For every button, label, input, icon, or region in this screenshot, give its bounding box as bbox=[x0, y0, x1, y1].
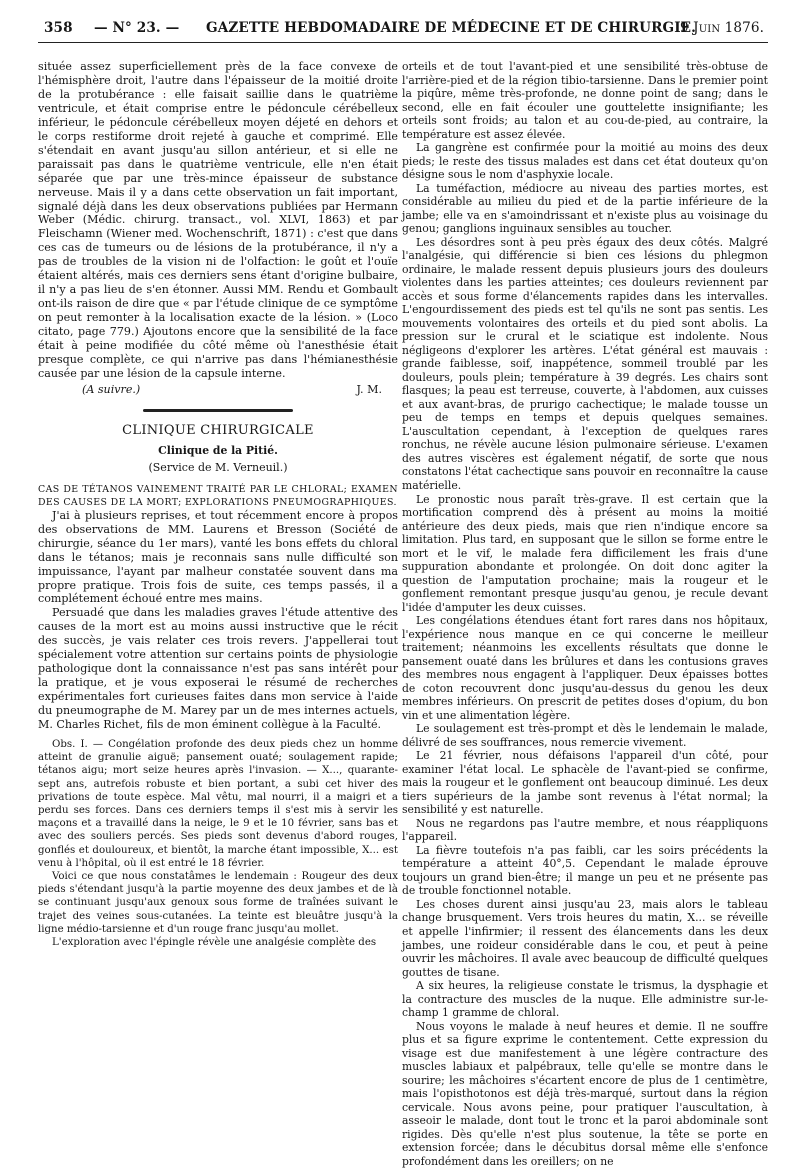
to-be-continued: (A suivre.) bbox=[82, 382, 141, 396]
body-paragraph: Les congélations étendues étant fort rares dans nos hôpitaux, l'expérience nous manque en ce qui concerne le meilleur traitement; néanmoins les excellents résultats que donne le pansement ouaté dans les brûlures et dans les contusions graves des membres nous engagent à l'appliquer. Deux épaisses bottes de coton recouvrent donc jusqu'au-dessus du genou les deux membres inférieurs. On prescrit de petites doses d'opium, du bon vin et une alimentation légère. bbox=[402, 614, 768, 722]
observation-paragraph: Obs. I. — Congélation profonde des deux pieds chez un homme atteint de granulie aiguë; pansement ouaté; soulagement rapide; tétanos aigu; mort seize heures après l'invasion. — X..., quarante-sept ans, autrefois robuste et bien portant, a subi cet hiver des privations de toute espèce. Mal vêtu, mal nourri, il a maigri et a perdu ses forces. Dans ces derniers temps il s'est mis à servir les maçons et a travaillé dans la neige, le 9 et le 10 février, sans bas et avec des souliers percés. Ses pieds sont devenus d'abord rouges, gonflés et douloureux, et bientôt, la marche étant impossible, X... est venu à l'hôpital, où il est entré le 18 février. bbox=[38, 738, 398, 869]
body-paragraph: orteils et de tout l'avant-pied et une sensibilité très-obtuse de l'arrière-pied et de la région tibio-tarsienne. Dans le premier point la piqûre, même très-profonde, ne donne point de sang; dans le second, elle en fait écouler une gouttelette insignifiante; les orteils sont froids; au talon et au cou-de-pied, au contraire, la température est assez élevée. bbox=[402, 60, 768, 141]
body-paragraph: Le soulagement est très-prompt et dès le lendemain le malade, délivré de ses souffrances, nous remercie vivement. bbox=[402, 722, 768, 749]
section-subtitle: Clinique de la Pitié. bbox=[158, 443, 278, 457]
running-header bbox=[38, 16, 768, 43]
body-paragraph: Le 21 février, nous défaisons l'appareil d'un côté, pour examiner l'état local. Le sphacèle de l'avant-pied se confirme, mais la rougeur et le gonflement ont beaucoup diminué. Les deux tiers supérieurs de la jambe sont revenus à l'état normal; la sensibilité y est naturelle. bbox=[402, 749, 768, 817]
author-initials: J. M. bbox=[356, 382, 382, 396]
left-column bbox=[38, 60, 398, 949]
body-paragraph: Les désordres sont à peu près égaux des deux côtés. Malgré l'analgésie, qui différencie si bien ces lésions du phlegmon ordinaire, le malade ressent depuis plusieurs jours des douleurs violentes dans les parties atteintes; ces douleurs reviennent par accès et sous forme d'élancements rapides dans les intervalles. L'engourdissement des pieds est tel qu'ils ne sont pas sentis. Les mouvements volontaires des orteils et du pied sont abolis. La pression sur le crural et le sciatique est indolente. Nous négligeons d'explorer les artères. L'état général est mauvais : grande faiblesse, soif, inappétence, sommeil troublé par les douleurs, pouls plein; température à 39 degrés. Les chairs sont flasques; la peau est terreuse, couverte, à l'abdomen, aux cuisses et aux avant-bras, de prurigo cachectique; le malade tousse un peu de temps en temps et depuis quelques semaines. L'auscultation cependant, à l'exception de quelques rares ronchus, ne révèle aucune lésion pulmonaire sérieuse. L'examen des autres viscères est également négatif, de sorte que nous constatons l'état cachectique sans pouvoir en reconnaître la cause matérielle. bbox=[402, 235, 768, 492]
body-paragraph: située assez superficiellement près de la face convexe de l'hémisphère droit, l'autre dans l'épaisseur de la moitié droite de la protubérance : elle faisait saillie dans le quatrième ventricule, et était comprise entre le pédoncule cérébelleux inférieur, le pédoncule cérébelleux moyen déjeté en dehors et le corps restiforme droit rejeté à gauche et comprimé. Elle s'étendait en avant jusqu'au sillon antérieur, et si elle ne paraissait pas dans le quatrième ventricule, elle n'en était séparée que par une très-mince épaisseur de substance nerveuse. Mais il y a dans cette observation un fait important, signalé déjà dans les deux observations publiées par Hermann Weber (Médic. chirurg. transact., vol. XLVI, 1863) et par Fleischamn (Wiener med. Wochenschrift, 1871) : c'est que dans ces cas de tumeurs ou de lésions de la protubérance, il n'y a pas de troubles de la vision ni de l'olfaction: le goût et l'ouïe étaient altérés, mais ces derniers sens étant d'origine bulbaire, il n'y a pas lieu de s'en étonner. Aussi MM. Rendu et Gombault ont-ils raison de dire que « par l'étude clinique de ce symptôme on peut remonter à la localisation exacte de la lésion. » (Loco citato, page 779.) Ajoutons encore que la sensibilité de la face était à peine modifiée du côté même où l'anesthésie était presque complète, ce qui n'arrive pas dans l'hémianesthésie causée par une lésion de la capsule interne. bbox=[38, 60, 398, 380]
page-number: 358 bbox=[44, 20, 73, 36]
right-column bbox=[402, 60, 768, 1168]
case-title: CAS DE TÉTANOS VAINEMENT TRAITÉ PAR LE CHLORAL; EXAMEN DES CAUSES DE LA MORT; EXPLORATIONS PNEUMOGRAPHIQUES. bbox=[38, 483, 398, 508]
body-paragraph: Le pronostic nous paraît très-grave. Il est certain que la mortification comprend dès à présent au moins la moitié antérieure des deux pieds, mais que rien n'indique encore sa limitation. Plus tard, en supposant que le sillon se forme entre le mort et le vif, le malade fera difficilement les frais d'une suppuration abondante et prolongée. On doit donc agiter la question de l'amputation prochaine; mais la rougeur et le gonflement remontant presque jusqu'au genou, je recule devant l'idée d'amputer les deux cuisses. bbox=[402, 492, 768, 614]
body-paragraph: Nous ne regardons pas l'autre membre, et nous réappliquons l'appareil. bbox=[402, 816, 768, 844]
journal-title: GAZETTE HEBDOMADAIRE DE MÉDECINE ET DE CHIRURGIE. bbox=[206, 20, 696, 36]
body-paragraph: La tuméfaction, médiocre au niveau des parties mortes, est considérable au milieu du pied et de la partie inférieure de la jambe; elle va en s'amoindrissant et n'existe plus au voisinage du genou; ganglions inguinaux sensibles au toucher. bbox=[402, 181, 768, 236]
observation-paragraph: Voici ce que nous constatâmes le lendemain : Rougeur des deux pieds s'étendant jusqu'à la partie moyenne des deux jambes et de là se continuant jusqu'aux genoux sous forme de traînées suivant le trajet des veines sous-cutanées. La teinte est bleuâtre jusqu'à la ligne médio-tarsienne et d'un rouge franc jusqu'au mollet. bbox=[38, 871, 398, 935]
observation-paragraph: L'exploration avec l'épingle révèle une analgésie complète des bbox=[52, 937, 377, 949]
body-paragraph: J'ai à plusieurs reprises, et tout récemment encore à propos des observations de MM. Laurens et Bresson (Société de chirurgie, séance du 1er mars), vanté les bons effets du chloral dans le tétanos; mais je reconnais sans nulle difficulté son impuissance, l'ayant par malheur constatée souvent dans ma propre pratique. Trois fois de suite, ces temps passés, il a complétement échoué entre mes mains. bbox=[38, 508, 398, 606]
body-paragraph: Persuadé que dans les maladies graves l'étude attentive des causes de la mort est au moins aussi instructive que le récit des succès, je vais relater ces trois revers. J'appellerai tout spécialement votre attention sur certains points de physiologie pathologique dont la connaissance n'est pas sans intérêt pour la pratique, et je vous exposerai le résumé de recherches expérimentales fort curieuses faites dans mon service à l'aide du pneumographe de M. Marey par un de mes internes actuels, M. Charles Richet, fils de mon éminent collègue à la Faculté. bbox=[38, 606, 398, 732]
section-title: CLINIQUE CHIRURGICALE bbox=[122, 422, 314, 438]
body-paragraph: La fièvre toutefois n'a pas faibli, car les soirs précédents la température a atteint 40°,5. Cependant le malade éprouve toujours un grand bien-être; il mange un peu et ne présente pas de trouble fonctionnel notable. bbox=[402, 843, 768, 898]
body-paragraph: A six heures, la religieuse constate le trismus, la dysphagie et la contracture des muscles de la nuque. Elle administre sur-le-champ 1 gramme de chloral. bbox=[402, 979, 768, 1020]
issue-date: 9 Juin 1876. bbox=[680, 20, 764, 36]
body-paragraph: Nous voyons le malade à neuf heures et demie. Il ne souffre plus et sa figure exprime le contentement. Cette expression du visage est due manifestement à une légère contracture des muscles labiaux et palpébraux, telle qu'elle se montre dans le sourire; les mâchoires s'écartent encore de plus de 1 centimètre, mais l'opisthotonos est déjà très-marqué, surtout dans la région cervicale. Nous avons peine, pour pratiquer l'auscultation, à asseoir le malade, dont tout le tronc et la paroi abdominale sont rigides. Dès qu'elle n'est plus soutenue, la tête se porte en extension forcée; dans le décubitus dorsal même elle s'enfonce profondément dans les oreillers; on ne bbox=[402, 1019, 768, 1168]
body-paragraph: La gangrène est confirmée pour la moitié au moins des deux pieds; le reste des tissus malades est dans cet état douteux qu'on désigne sous le nom d'asphyxie locale. bbox=[402, 141, 768, 182]
article-signature bbox=[38, 383, 398, 397]
section-divider bbox=[143, 409, 293, 412]
issue-number: — N° 23. — bbox=[94, 20, 180, 36]
service-line: (Service de M. Verneuil.) bbox=[148, 460, 288, 474]
body-paragraph: Les choses durent ainsi jusqu'au 23, mais alors le tableau change brusquement. Vers trois heures du matin, X... se réveille et appelle l'infirmier; il ressent des élancements dans les deux jambes, une roideur considérable dans le cou, et peut à peine ouvrir les mâchoires. Il avale avec beaucoup de difficulté quelques gouttes de tisane. bbox=[402, 897, 768, 979]
